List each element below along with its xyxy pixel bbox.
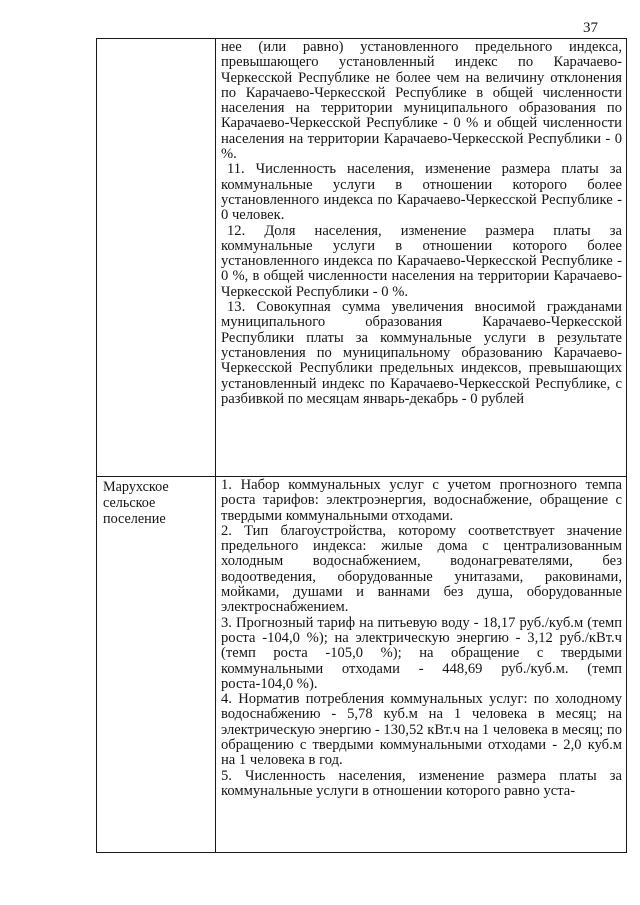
- table-row: [97, 477, 627, 853]
- municipality-name: Марухское сельское поселение: [103, 479, 169, 527]
- paragraph: 4. Норматив потребления коммунальных услуг: по холодному водоснабжению - 5,78 куб.м на 1 человека в месяц; на электрическую энергию - 130,52 кВт.ч на 1 человека в месяц; по обращению с твердыми коммунальными отходами - 2,0 куб.м на 1 человека в год.: [221, 691, 622, 769]
- municipality-name: [97, 39, 215, 41]
- paragraph: 12. Доля населения, изменение размера платы за коммунальные услуги в отношении которого более установленного индекса по Карачаево-Черкесской Республике - 0 %, в общей численности населения на территории Карачаево-Черкесской Республики - 0 %.: [221, 222, 622, 300]
- paragraph: 13. Совокупная сумма увеличения вносимой гражданами муниципального образования Карачаево-Черкесской Республики платы за коммунальные услуги в результате установления по муниципальному образованию Карачаево-Черкесской Республики предельных индексов, превышающих установленный индекс по Карачаево-Черкесской Республике, с разбивкой по месяцам январь-декабрь - 0 рублей: [221, 299, 622, 407]
- municipality-cell: [97, 477, 216, 853]
- paragraph: 11. Численность населения, изменение размера платы за коммунальные услуги в отношении которого более установленного индекса по Карачаево-Черкесской Республике - 0 человек.: [221, 161, 622, 224]
- paragraph: 3. Прогнозный тариф на питьевую воду - 18,17 руб./куб.м (темп роста -104,0 %); на электрическую энергию - 3,12 руб./кВт.ч (темп роста -105,0 %); на обращение с твердыми коммунальными отходами - 448,69 руб./куб.м. (темп роста-104,0 %).: [221, 614, 622, 692]
- table-row: [97, 39, 627, 477]
- paragraph: 1. Набор коммунальных услуг с учетом прогнозного темпа роста тарифов: электроэнергия, водоснабжение, обращение с твердыми коммунальными отходами.: [221, 477, 622, 524]
- paragraph: 5. Численность населения, изменение размера платы за коммунальные услуги в отношении которого равно уста-: [221, 767, 622, 799]
- description-cell: [216, 477, 627, 853]
- indices-table: [96, 38, 627, 853]
- municipality-cell: [97, 39, 216, 477]
- paragraph: нее (или равно) установленного предельного индекса, превышающего установленный индекс по Карачаево-Черкесской Республике не более чем на величину отклонения по Карачаево-Черкесской Республике в общей численности населения на территории муниципального образования по Карачаево-Черкесской Республике - 0 % и общей численности населения на территории Карачаево-Черкесской Республики - 0 %.: [221, 39, 622, 163]
- description-cell: [216, 39, 627, 477]
- paragraph: 2. Тип благоустройства, которому соответствует значение предельного индекса: жилые дома с централизованным холодным водоснабжением, водонагревателями, без водоотведения, оборудованные унитазами, раковинами, мойками, душами и ваннами без душа, оборудованные электроснабжением.: [221, 522, 622, 616]
- page-number: 37: [583, 20, 598, 36]
